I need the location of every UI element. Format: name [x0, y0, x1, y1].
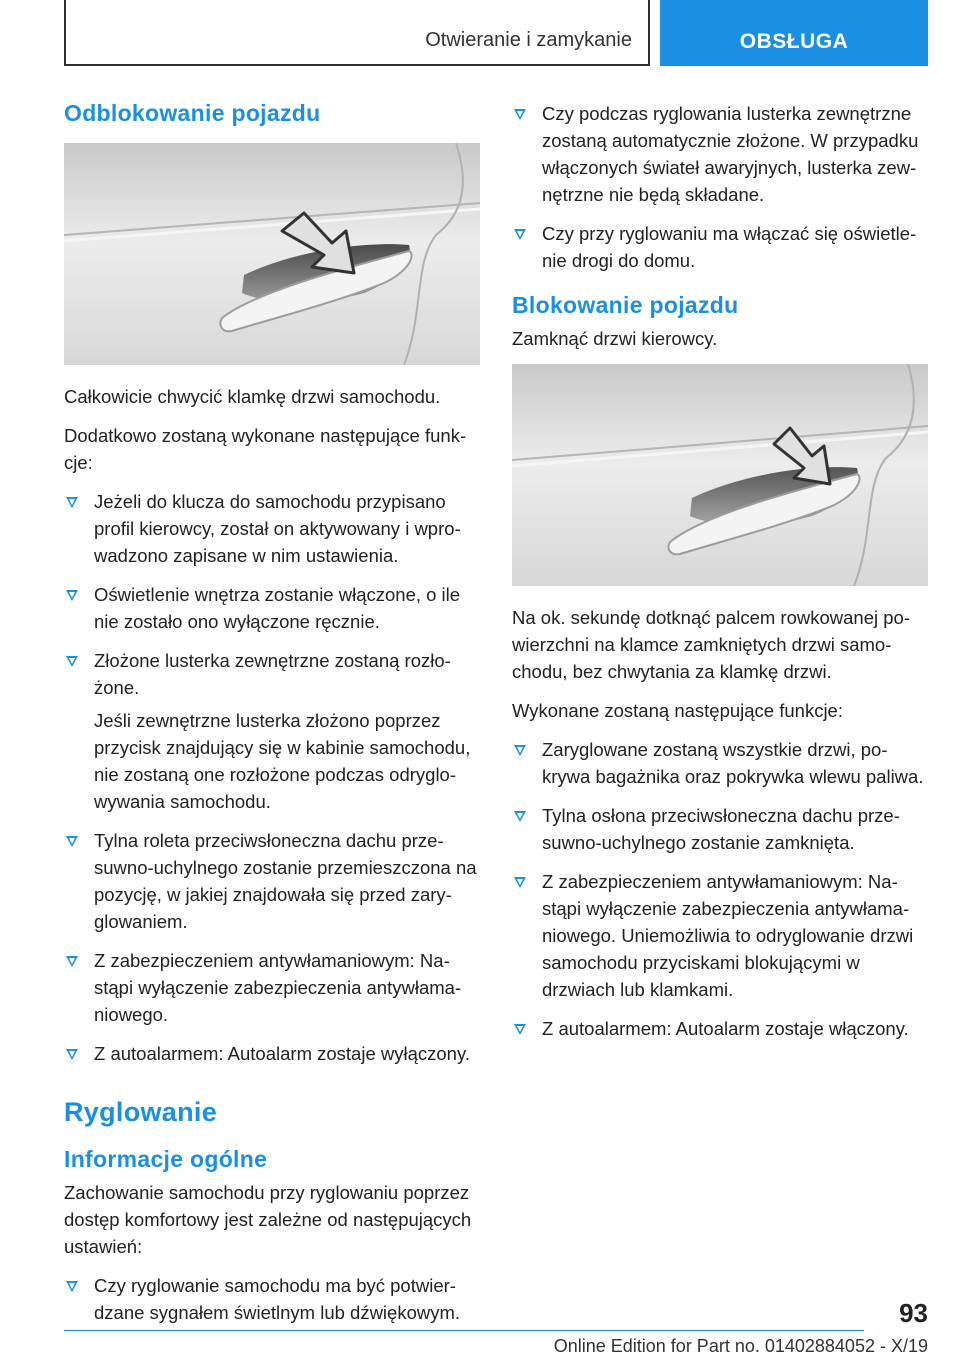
page-number: 93 — [899, 1298, 928, 1328]
bullet-triangle-icon — [514, 877, 526, 888]
unlock-heading: Odblokowanie pojazdu — [64, 100, 321, 126]
list-item: Złożone lusterka zewnętrzne zostaną rozłożone. — [64, 647, 480, 701]
list-item: Czy ryglowanie samochodu ma być potwierdzane sygnałem świetlnym lub dźwiękowym. — [64, 1272, 480, 1326]
unlock-functions-list-more — [64, 827, 480, 1067]
bullet-triangle-icon — [66, 836, 78, 847]
bullet-triangle-icon — [66, 590, 78, 601]
list-item: Czy przy ryglowaniu ma włączać się oświetlenie drogi do domu. — [512, 220, 928, 274]
bullet-triangle-icon — [66, 1281, 78, 1292]
header-chapter-tab — [660, 0, 928, 66]
mirror-note: Jeśli zewnętrzne lusterka złożono poprzez przycisk znajdujący się w kabinie samochodu, nie zostaną one rozłożone podczas odryglowywania samochodu. — [94, 710, 471, 812]
lock-functions-list — [512, 736, 928, 1042]
general-info-heading: Informacje ogólne — [64, 1146, 268, 1172]
bullet-triangle-icon — [66, 956, 78, 967]
right-column — [512, 100, 928, 1054]
list-item: Z autoalarmem: Autoalarm zostaje włączony. — [512, 1015, 928, 1042]
list-item: Czy podczas ryglowania lusterka zewnętrzne zostaną automatycznie złożone. W przypadku włączonych świateł awaryjnych, lusterka zewnętrzne nie będą składane. — [512, 100, 928, 208]
bullet-triangle-icon — [66, 1049, 78, 1060]
lock-settings-list — [64, 1272, 480, 1326]
door-handle-touch-illustration — [512, 364, 928, 586]
list-item: Tylna osłona przeciwsłoneczna dachu przesuwno-uchylnego zostanie zamknięta. — [512, 802, 928, 856]
bullet-triangle-icon — [66, 656, 78, 667]
page-header — [64, 0, 928, 66]
locking-heading: Ryglowanie — [64, 1097, 218, 1127]
list-item: Z zabezpieczeniem antywłamaniowym: Nastąpi wyłączenie zabezpieczenia antywłamaniowego. — [64, 947, 480, 1028]
list-item: Z zabezpieczeniem antywłamaniowym: Nastąpi wyłączenie zabezpieczenia antywłamaniowego. Uniemożliwia to odryglowanie drzwi samochodu przyciskami blokującymi w drzwiach lub klamkami. — [512, 868, 928, 1003]
door-handle-touch-figure — [512, 364, 928, 586]
door-handle-grip-figure — [64, 143, 480, 365]
header-section-title: Otwieranie i zamykanie — [425, 29, 632, 51]
general-info-text: Zachowanie samochodu przy ryglowaniu poprzez dostęp komfortowy jest zależne od następujących ustawień: — [64, 1182, 472, 1257]
door-handle-grip-illustration — [64, 143, 480, 365]
bullet-triangle-icon — [514, 229, 526, 240]
unlock-intro: Dodatkowo zostaną wykonane następujące funkcje: — [64, 425, 467, 473]
list-item: Oświetlenie wnętrza zostanie włączone, o ile nie zostało ono wyłączone ręcznie. — [64, 581, 480, 635]
unlock-caption: Całkowicie chwycić klamkę drzwi samochodu. — [64, 386, 441, 407]
lock-vehicle-intro: Zamknąć drzwi kierowcy. — [512, 328, 718, 349]
lock-functions-intro: Wykonane zostaną następujące funkcje: — [512, 700, 843, 721]
list-item: Z autoalarmem: Autoalarm zostaje wyłączony. — [64, 1040, 480, 1067]
left-column — [64, 100, 480, 1338]
footer-divider — [64, 1330, 864, 1331]
bullet-triangle-icon — [514, 1024, 526, 1035]
lock-settings-list-cont — [512, 100, 928, 274]
footer-edition-text: Online Edition for Part no. 01402884052 - X/19 — [553, 1336, 928, 1356]
unlock-functions-list — [64, 488, 480, 701]
bullet-triangle-icon — [66, 497, 78, 508]
list-item: Zaryglowane zostaną wszystkie drzwi, pokrywa bagażnika oraz pokrywka wlewu paliwa. — [512, 736, 928, 790]
list-item: Jeżeli do klucza do samochodu przypisano profil kierowcy, został on aktywowany i wprowadzono zapisane w nim ustawienia. — [64, 488, 480, 569]
header-section-box — [64, 0, 650, 66]
lock-vehicle-heading: Blokowanie pojazdu — [512, 292, 739, 318]
list-item: Tylna roleta przeciwsłoneczna dachu przesuwno-uchylnego zostanie przemieszczona na pozycję, w jakiej znajdowała się przed zaryglowaniem. — [64, 827, 480, 935]
bullet-triangle-icon — [514, 811, 526, 822]
lock-vehicle-caption: Na ok. sekundę dotknąć palcem rowkowanej powierzchni na klamce zamkniętych drzwi samochodu, bez chwytania za klamkę drzwi. — [512, 607, 910, 682]
header-chapter-title: OBSŁUGA — [739, 30, 849, 53]
bullet-triangle-icon — [514, 745, 526, 756]
bullet-triangle-icon — [514, 109, 526, 120]
